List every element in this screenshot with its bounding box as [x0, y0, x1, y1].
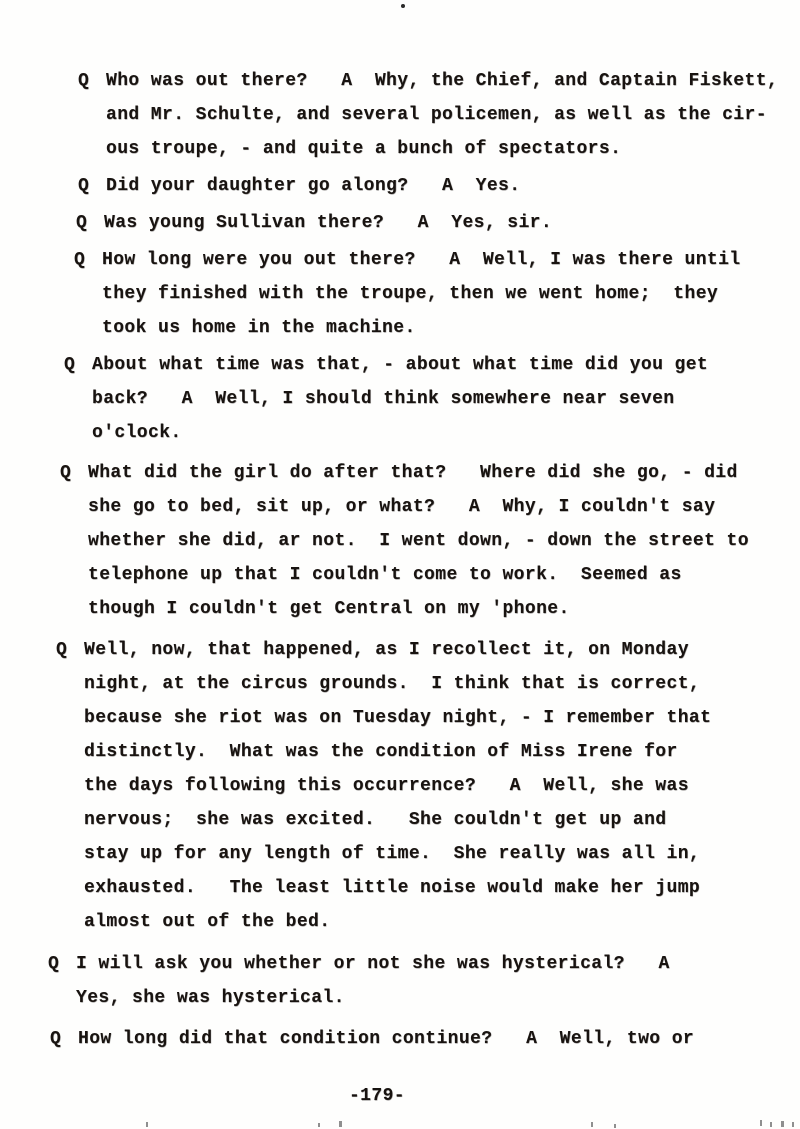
qa-entry-text	[92, 348, 800, 450]
scan-artifact	[770, 1122, 772, 1127]
transcript-line: Was young Sullivan there? A Yes, sir.	[104, 213, 553, 233]
qa-entry	[0, 947, 800, 1015]
qa-entry-text	[76, 947, 800, 1015]
question-marker: Q	[74, 250, 86, 270]
transcript-line: and Mr. Schulte, and several policemen, as well as the cir-	[106, 105, 767, 125]
qa-entry-text	[78, 1022, 800, 1056]
question-marker: Q	[64, 355, 76, 375]
question-marker: Q	[50, 1029, 62, 1049]
scan-artifact	[781, 1121, 784, 1127]
qa-entry	[0, 1022, 800, 1056]
qa-entry	[0, 243, 800, 345]
transcript-line: took us home in the machine.	[102, 318, 416, 338]
question-marker: Q	[78, 71, 90, 91]
transcript-line: ous troupe, - and quite a bunch of spectators.	[106, 139, 622, 159]
scan-artifact	[318, 1123, 320, 1127]
scan-artifact	[146, 1122, 148, 1127]
transcript-line: whether she did, ar not. I went down, - down the street to	[88, 531, 749, 551]
qa-entry	[0, 169, 800, 203]
qa-entry-text	[106, 169, 800, 203]
transcript-line: Well, now, that happened, as I recollect it, on Monday	[84, 640, 689, 660]
scan-artifact	[339, 1121, 342, 1127]
qa-entry	[0, 456, 800, 626]
transcript-line: Yes, she was hysterical.	[76, 988, 345, 1008]
transcript-line: About what time was that, - about what time did you get	[92, 355, 709, 375]
scan-artifact	[591, 1122, 593, 1127]
transcript-line: o'clock.	[92, 423, 182, 443]
transcript-line: though I couldn't get Central on my 'phone.	[88, 599, 570, 619]
transcript-line: back? A Well, I should think somewhere near seven	[92, 389, 675, 409]
transcript-line: almost out of the bed.	[84, 912, 331, 932]
qa-entry	[0, 64, 800, 166]
qa-entry-text	[84, 633, 800, 939]
transcript-line: distinctly. What was the condition of Miss Irene for	[84, 742, 678, 762]
qa-entry	[0, 348, 800, 450]
question-marker: Q	[56, 640, 68, 660]
transcript-line: Who was out there? A Why, the Chief, and Captain Fiskett,	[106, 71, 779, 91]
scan-artifact	[760, 1120, 762, 1126]
qa-entry-text	[104, 206, 800, 240]
question-marker: Q	[76, 213, 88, 233]
qa-entry-text	[102, 243, 800, 345]
qa-entry	[0, 206, 800, 240]
scan-speck	[401, 4, 405, 8]
transcript-line: What did the girl do after that? Where did she go, - did	[88, 463, 738, 483]
question-marker: Q	[48, 954, 60, 974]
page-number: -179-	[348, 1086, 405, 1106]
transcript-line: night, at the circus grounds. I think that is correct,	[84, 674, 701, 694]
transcript-line: How long did that condition continue? A Well, two or	[78, 1029, 695, 1049]
qa-entry	[0, 633, 800, 939]
question-marker: Q	[60, 463, 72, 483]
transcript-line: nervous; she was excited. She couldn't get up and	[84, 810, 667, 830]
scan-artifact	[614, 1124, 616, 1128]
transcript-line: they finished with the troupe, then we went home; they	[102, 284, 719, 304]
scan-artifact	[792, 1122, 794, 1127]
transcript-line: stay up for any length of time. She really was all in,	[84, 844, 701, 864]
transcript-line: she go to bed, sit up, or what? A Why, I couldn't say	[88, 497, 716, 517]
transcript-line: I will ask you whether or not she was hysterical? A	[76, 954, 670, 974]
transcript-line: telephone up that I couldn't come to work. Seemed as	[88, 565, 682, 585]
qa-entry-text	[88, 456, 800, 626]
transcript-line: exhausted. The least little noise would make her jump	[84, 878, 701, 898]
qa-entry-text	[106, 64, 800, 166]
transcript-line: How long were you out there? A Well, I was there until	[102, 250, 741, 270]
transcript-line: the days following this occurrence? A Well, she was	[84, 776, 689, 796]
transcript-line: because she riot was on Tuesday night, - I remember that	[84, 708, 712, 728]
question-marker: Q	[78, 176, 90, 196]
transcript-line: Did your daughter go along? A Yes.	[106, 176, 521, 196]
